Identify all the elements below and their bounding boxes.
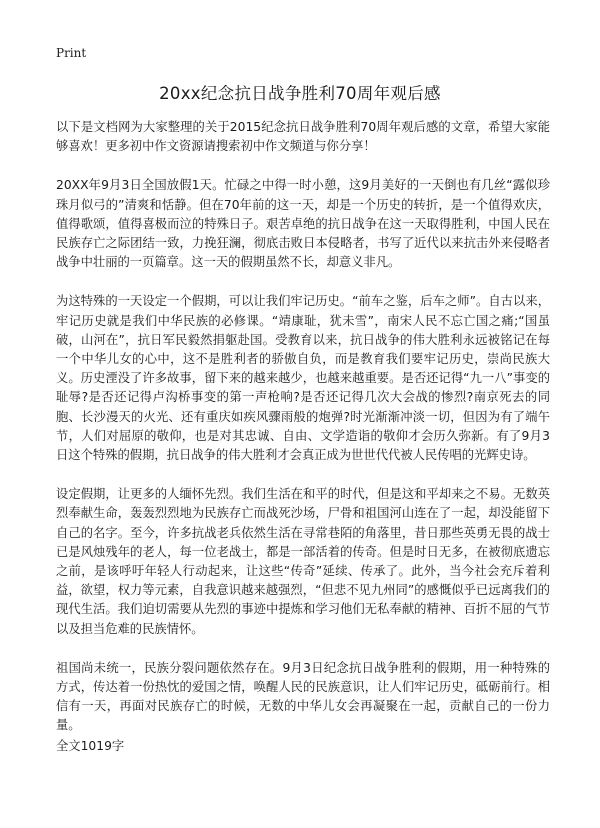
article-body — [56, 118, 550, 756]
article-title: 20xx纪念抗日战争胜利70周年观后感 — [159, 84, 441, 103]
body-paragraph-1: 20XX年9月3日全国放假1天。忙碌之中得一时小憩，这9月美好的一天倒也有几丝“露似珍珠月似弓的”清爽和恬静。但在70年前的这一天，却是一个历史的转折，是一个值得欢庆，值得歌颂，值得喜极而泣的特殊日子。艰苦卓绝的抗日战争在这一天取得胜利，中国人民在民族存亡之际团结一致，力挽狂澜，彻底击败日本侵略者，书写了近代以来抗击外来侵略者战争中壮丽的一页篇章。这一天的假期虽然不长，却意义非凡。 — [56, 178, 550, 270]
word-count: 全文1019字 — [56, 739, 125, 753]
body-paragraph-3: 设定假期，让更多的人缅怀先烈。我们生活在和平的时代，但是这和平却来之不易。无数英烈奉献生命，轰轰烈烈地为民族存亡而战死沙场，尸骨和祖国河山连在了一起，却没能留下自己的名字。至今，许多抗战老兵依然生活在寻常巷陌的角落里，昔日那些英勇无畏的战士已是风烛残年的老人，每一位老战士，都是一部活着的传奇。但是时日无多，在被彻底遗忘之前，是该呼吁年轻人行动起来，让这些“传奇”延续、传承了。此外，当今社会充斥着利益，欲望，权力等元素，自我意识越来越强烈，“但悲不见九州同”的感慨似乎已远离我们的现代生活。我们迫切需要从先烈的事迹中提炼和学习他们无私奉献的精神、百折不屈的气节以及担当危难的民族情怀。 — [56, 487, 550, 636]
intro-paragraph: 以下是文档网为大家整理的关于2015纪念抗日战争胜利70周年观后感的文章，希望大家能够喜欢！更多初中作文资源请搜索初中作文频道与你分享！ — [56, 120, 550, 154]
body-paragraph-2: 为这特殊的一天设定一个假期，可以让我们牢记历史。“前车之鉴，后车之师”。自古以来，牢记历史就是我们中华民族的必修课。“靖康耻，犹未雪”，南宋人民不忘亡国之痛;“国虽破，山河在”，抗日军民毅然捐躯赴国。受教育以来，抗日战争的伟大胜利永远被铭记在每一个中华儿女的心中，这不是胜利者的骄傲自负，而是教育我们要牢记历史，崇尚民族大义。历史湮没了许多故事，留下来的越来越少，也越来越重要。是否还记得“九一八”事变的耻辱?是否还记得卢沟桥事变的第一声枪响?是否还记得几次大会战的惨烈?南京死去的同胞、长沙漫天的火光、还有重庆如疾风骤雨般的炮弹?时光渐渐冲淡一切，但因为有了端午节，人们对屈原的敬仰，也是对其忠诚、自由、文学造诣的敬仰才会历久弥新。有了9月3日这个特殊的假期，抗日战争的伟大胜利才会真正成为世世代代被人民传唱的光辉史诗。 — [56, 294, 550, 463]
print-link[interactable]: Print — [56, 46, 87, 60]
body-paragraph-4: 祖国尚未统一，民族分裂问题依然存在。9月3日纪念抗日战争胜利的假期，用一种特殊的方式，传达着一份热忱的爱国之情，唤醒人民的民族意识，让人们牢记历史，砥砺前行。相信有一天，再面对民族存亡的时候，无数的中华儿女会再凝聚在一起，贡献自己的一份力量。 — [56, 660, 550, 733]
